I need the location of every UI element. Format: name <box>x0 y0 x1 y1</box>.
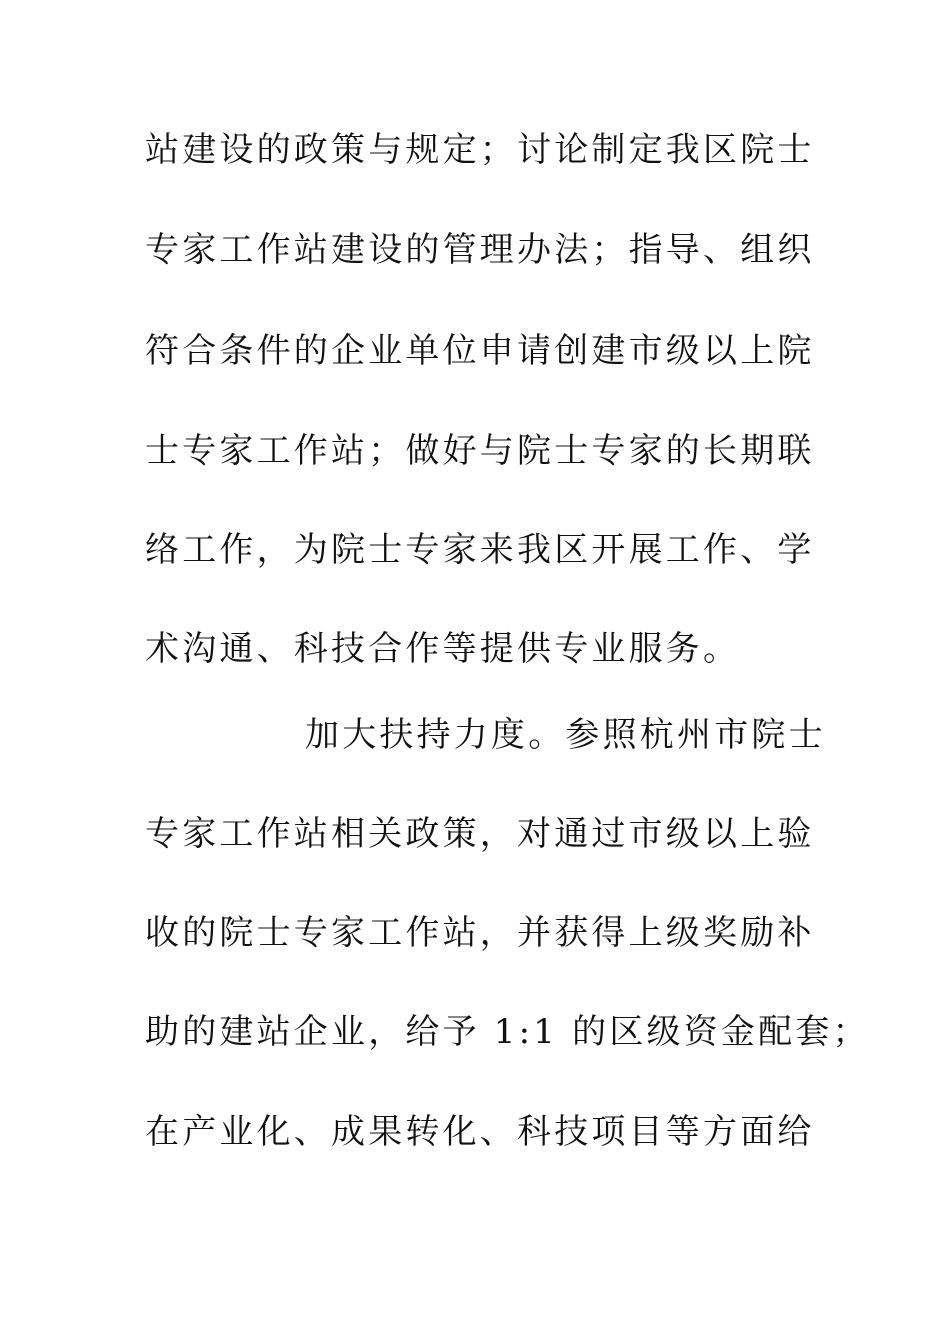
text-line: 术沟通、科技合作等提供专业服务。 <box>145 629 741 669</box>
text-line: 符合条件的企业单位申请创建市级以上院 <box>145 331 815 371</box>
text-line: 助的建站企业，给予 1:1 的区级资金配套； <box>145 1012 870 1052</box>
text-line: 络工作，为院士专家来我区开展工作、学 <box>145 530 815 570</box>
text-line: 站建设的政策与规定；讨论制定我区院士 <box>145 130 815 170</box>
text-line: 在产业化、成果转化、科技项目等方面给 <box>145 1112 815 1152</box>
text-line: 收的院士专家工作站，并获得上级奖励补 <box>145 913 815 953</box>
text-line: 士专家工作站；做好与院士专家的长期联 <box>145 431 815 471</box>
text-line: 专家工作站相关政策，对通过市级以上验 <box>145 814 815 854</box>
text-line: 专家工作站建设的管理办法；指导、组织 <box>145 230 815 270</box>
paragraph-start-line: 加大扶持力度。参照杭州市院士 <box>305 715 826 755</box>
